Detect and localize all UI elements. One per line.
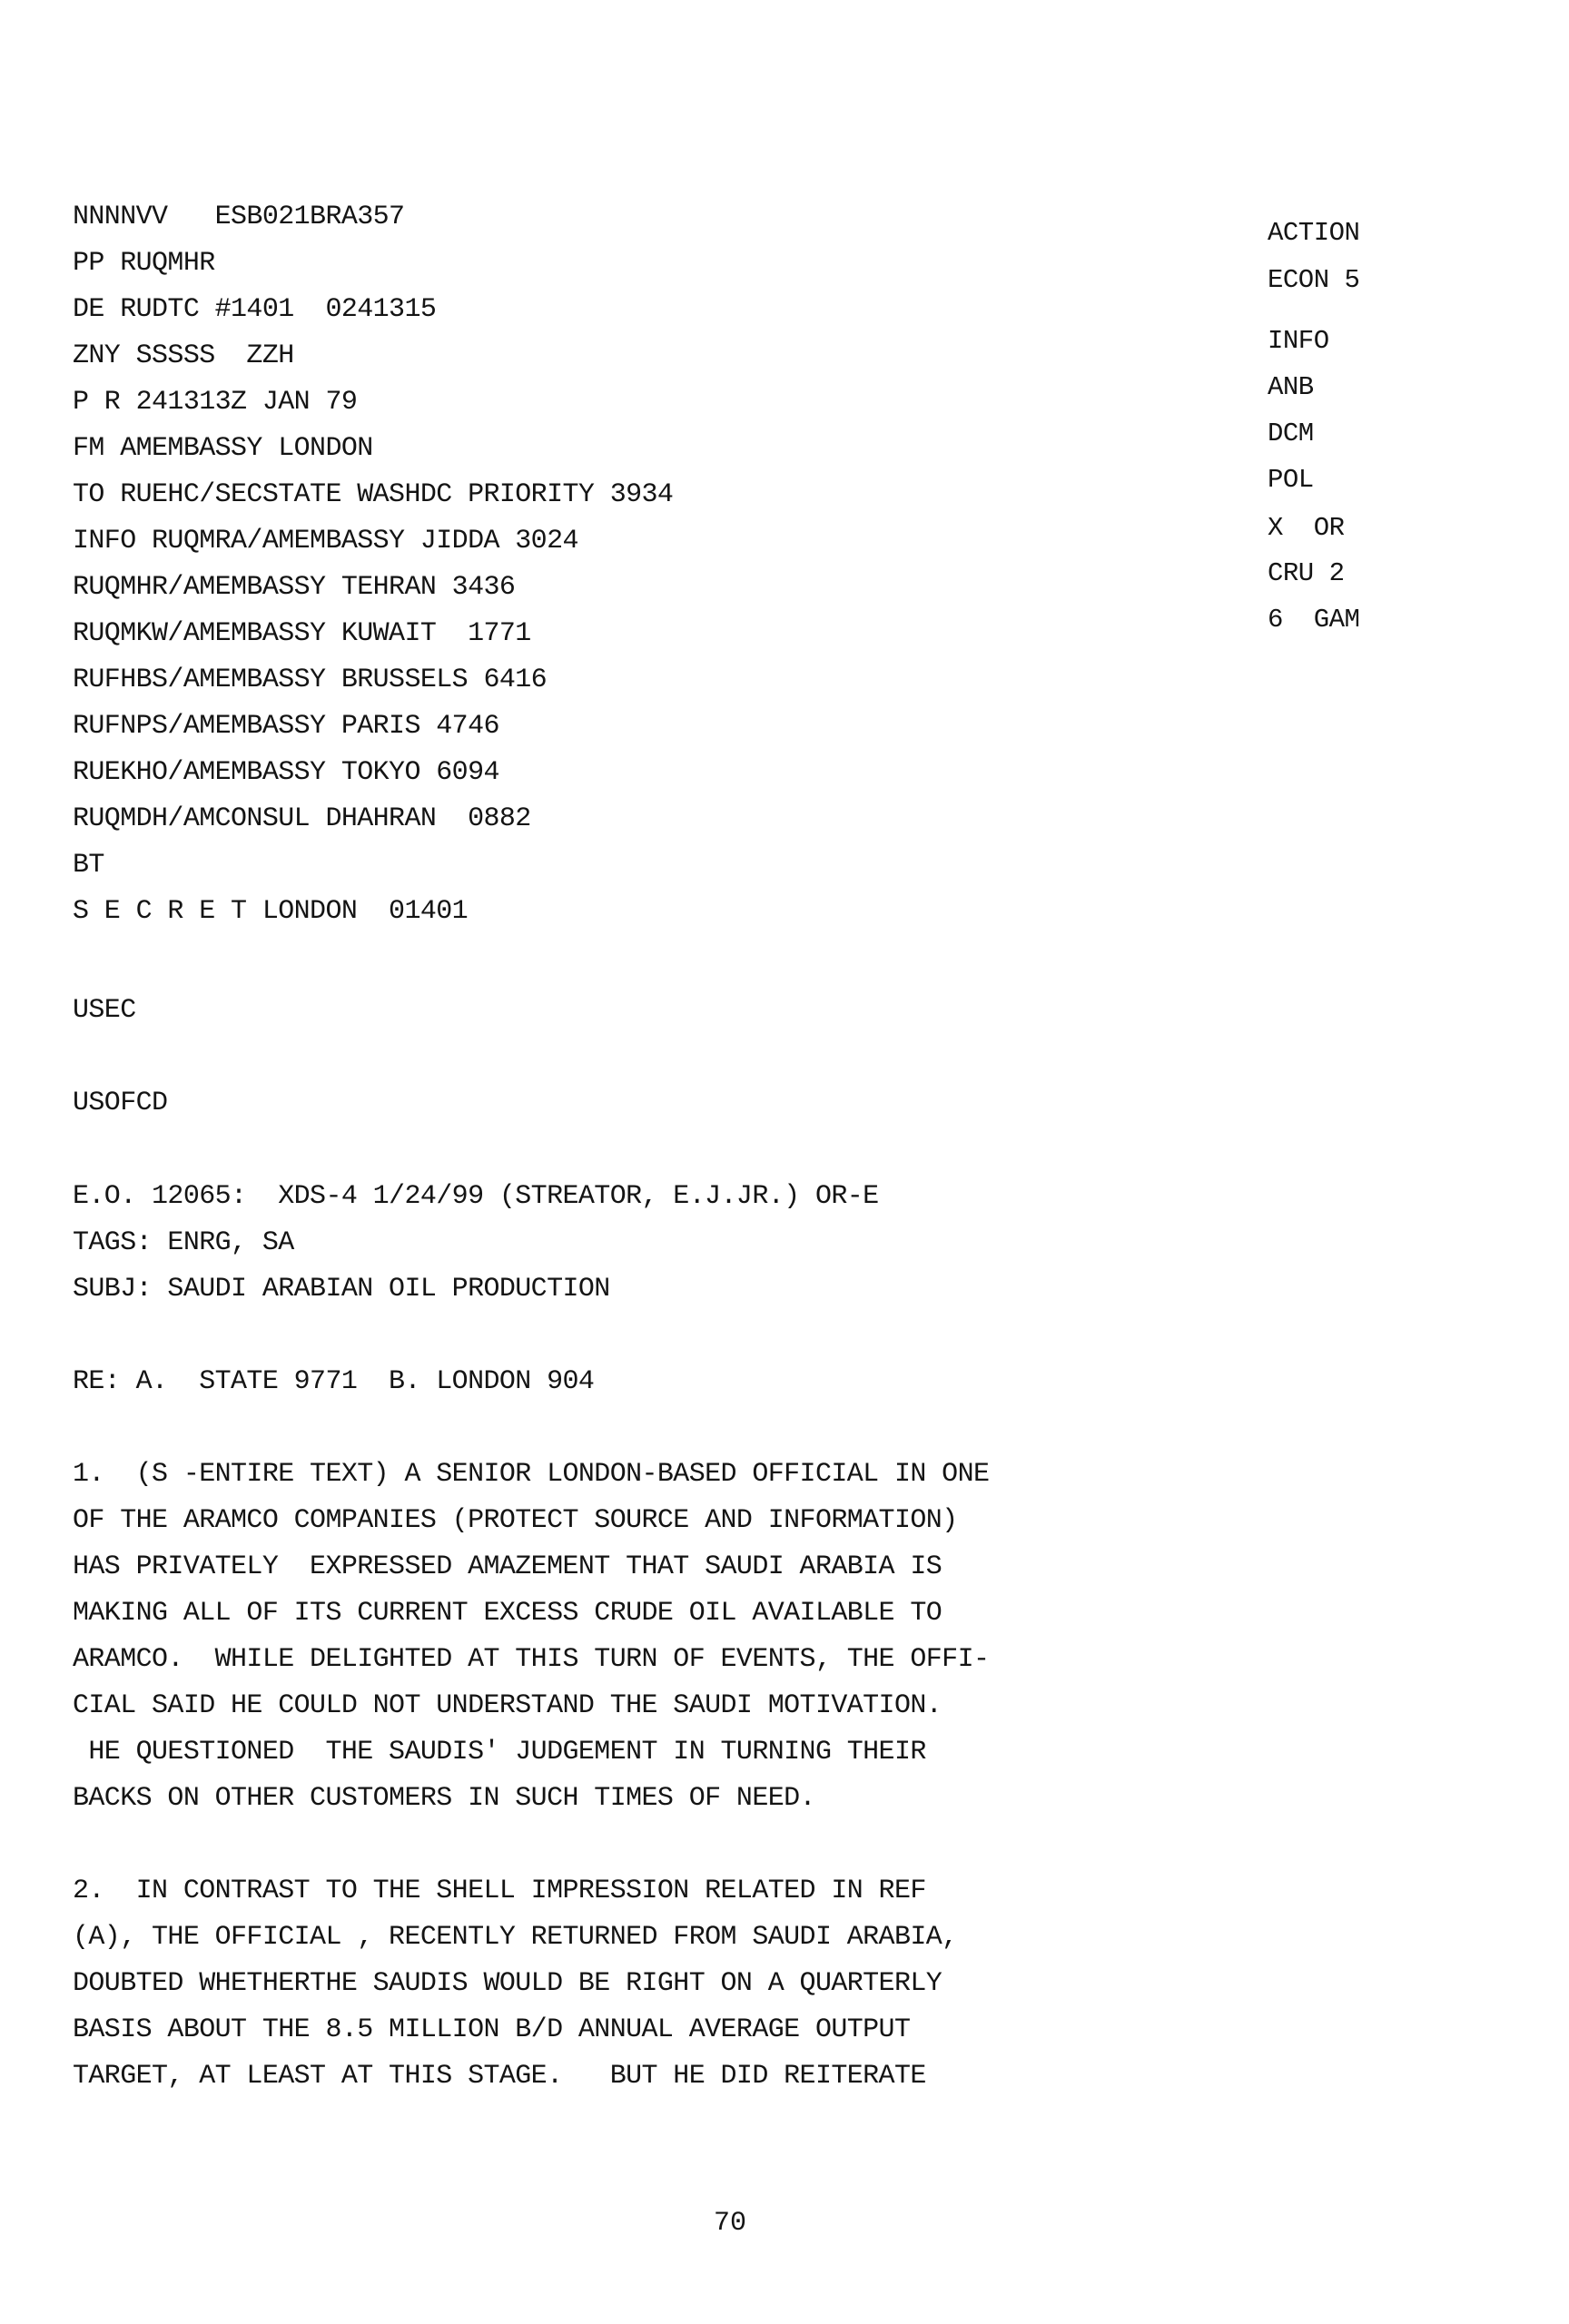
- header-line: BT: [73, 850, 104, 881]
- body-line: TARGET, AT LEAST AT THIS STAGE. BUT HE DID REITERATE: [73, 2061, 926, 2092]
- body-line: DOUBTED WHETHERTHE SAUDIS WOULD BE RIGHT ON A QUARTERLY: [73, 1968, 942, 1999]
- tags-line: TAGS: ENRG, SA: [73, 1227, 294, 1258]
- body-line: 2. IN CONTRAST TO THE SHELL IMPRESSION RELATED IN REF: [73, 1876, 926, 1906]
- header-line: ZNY SSSSS ZZH: [73, 340, 294, 371]
- header-line: RUFHBS/AMEMBASSY BRUSSELS 6416: [73, 665, 548, 695]
- distribution-item: CRU 2: [1268, 558, 1345, 588]
- handling-usofcd: USOFCD: [73, 1088, 168, 1118]
- body-line: OF THE ARAMCO COMPANIES (PROTECT SOURCE AND INFORMATION): [73, 1505, 958, 1536]
- handling-usec: USEC: [73, 995, 136, 1026]
- body-line: ARAMCO. WHILE DELIGHTED AT THIS TURN OF EVENTS, THE OFFI-: [73, 1644, 990, 1675]
- distribution-item: ACTION: [1268, 218, 1360, 248]
- distribution-item: ECON 5: [1268, 265, 1360, 295]
- header-line: RUQMHR/AMEMBASSY TEHRAN 3436: [73, 572, 516, 603]
- distribution-item: POL: [1268, 465, 1314, 495]
- body-line: HAS PRIVATELY EXPRESSED AMAZEMENT THAT SAUDI ARABIA IS: [73, 1551, 942, 1582]
- body-line: HE QUESTIONED THE SAUDIS' JUDGEMENT IN TURNING THEIR: [73, 1737, 926, 1768]
- body-line: (A), THE OFFICIAL , RECENTLY RETURNED FROM SAUDI ARABIA,: [73, 1922, 958, 1953]
- header-line: PP RUQMHR: [73, 248, 215, 279]
- body-line: BACKS ON OTHER CUSTOMERS IN SUCH TIMES OF NEED.: [73, 1783, 815, 1814]
- distribution-item: ANB: [1268, 372, 1314, 402]
- header-line: INFO RUQMRA/AMEMBASSY JIDDA 3024: [73, 526, 578, 556]
- body-line: CIAL SAID HE COULD NOT UNDERSTAND THE SAUDI MOTIVATION.: [73, 1690, 942, 1721]
- distribution-item: 6 GAM: [1268, 605, 1360, 635]
- header-line: RUFNPS/AMEMBASSY PARIS 4746: [73, 711, 499, 742]
- classification-line: S E C R E T LONDON 01401: [73, 896, 469, 927]
- header-line: DE RUDTC #1401 0241315: [73, 294, 437, 325]
- header-line: TO RUEHC/SECSTATE WASHDC PRIORITY 3934: [73, 479, 674, 510]
- header-line: NNNNVV ESB021BRA357: [73, 202, 405, 232]
- header-line: RUEKHO/AMEMBASSY TOKYO 6094: [73, 757, 499, 788]
- distribution-item: X OR: [1268, 513, 1345, 543]
- body-line: BASIS ABOUT THE 8.5 MILLION B/D ANNUAL AVERAGE OUTPUT: [73, 2014, 911, 2045]
- eo-line: E.O. 12065: XDS-4 1/24/99 (STREATOR, E.J.JR.) OR-E: [73, 1181, 879, 1212]
- header-line: RUQMDH/AMCONSUL DHAHRAN 0882: [73, 803, 531, 834]
- header-line: RUQMKW/AMEMBASSY KUWAIT 1771: [73, 618, 531, 649]
- body-line: MAKING ALL OF ITS CURRENT EXCESS CRUDE OIL AVAILABLE TO: [73, 1598, 942, 1629]
- distribution-item: DCM: [1268, 419, 1314, 448]
- distribution-item: INFO: [1268, 326, 1329, 356]
- page-number: 70: [714, 2208, 747, 2239]
- header-line: FM AMEMBASSY LONDON: [73, 433, 373, 464]
- reference-line: RE: A. STATE 9771 B. LONDON 904: [73, 1366, 595, 1397]
- body-line: 1. (S -ENTIRE TEXT) A SENIOR LONDON-BASED OFFICIAL IN ONE: [73, 1459, 990, 1490]
- header-line: P R 241313Z JAN 79: [73, 387, 358, 418]
- subject-line: SUBJ: SAUDI ARABIAN OIL PRODUCTION: [73, 1274, 610, 1305]
